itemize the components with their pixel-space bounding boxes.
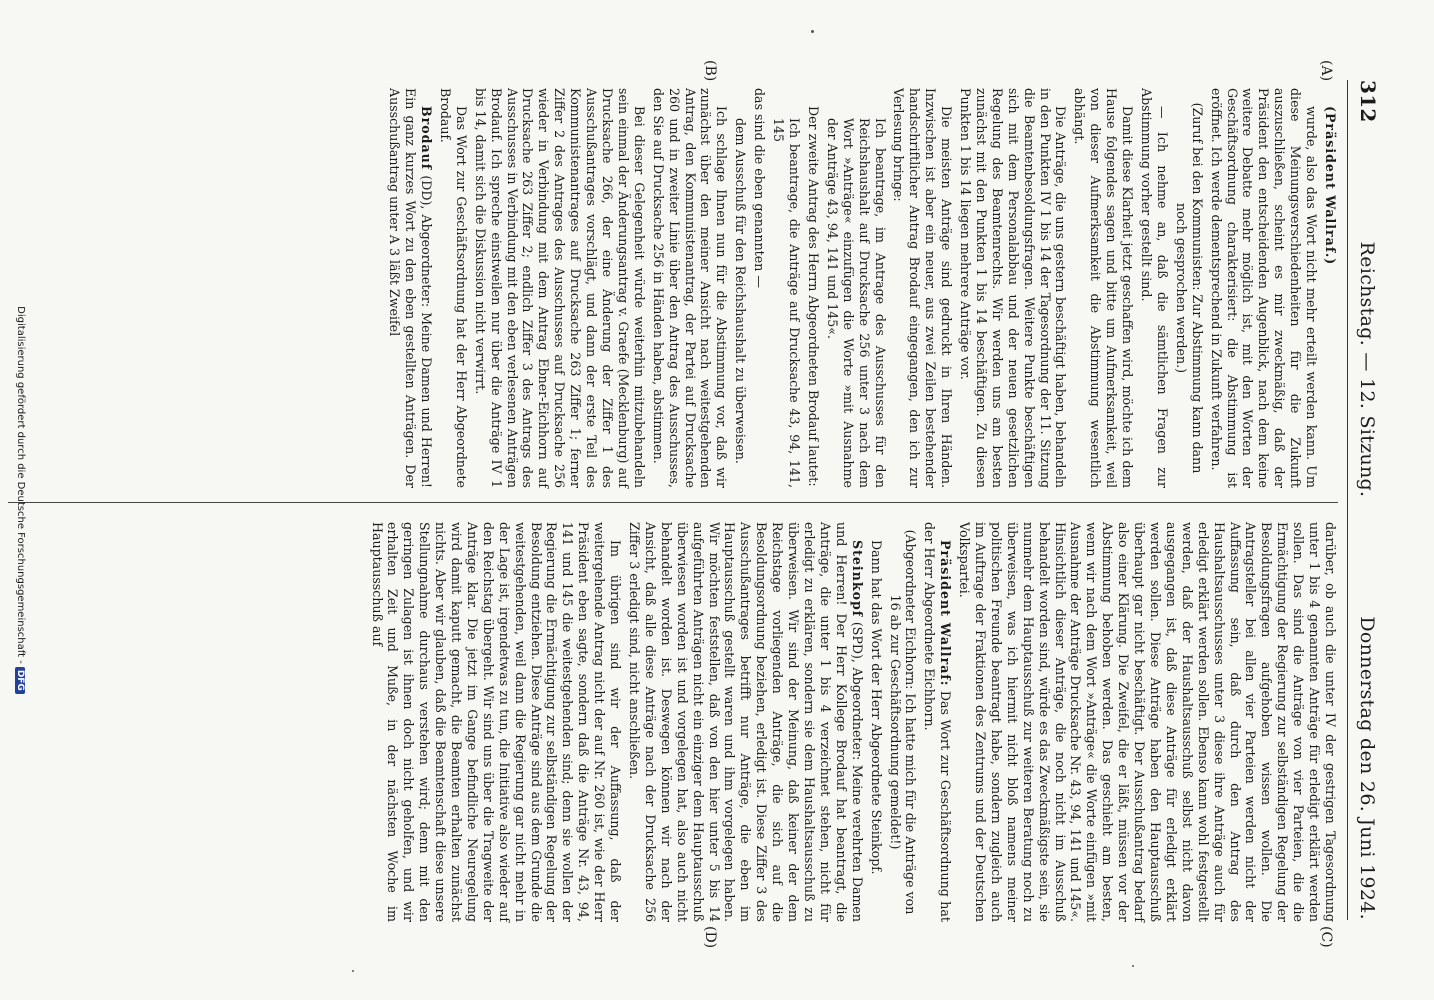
speaker-paragraph	[1322, 88, 1338, 488]
paragraph: — Ich nehme an, daß die sämtlichen Fragen zur Abstimmung vorher gestellt sind.	[1139, 88, 1170, 488]
paragraph: das sind die eben genannten —	[752, 88, 768, 288]
margin-label-c: (C)	[1318, 926, 1334, 948]
paragraph: Dann hat das Wort der Herr Abgeordnete Steinkopf.	[868, 540, 884, 875]
paragraph: Die Anträge, die uns gestern beschäftigt haben, behandeln in den Punkten IV 1 bis 14 der Tagesordnung der 11. Sitzung die Beamtenbesoldungsfragen. Weitere Punkte beschäftigen sich mit dem Personalabbau und der neuen gesetzlichen Regelung des Beamtenrechts. Wir werden uns am besten zunächst mit den Punkten 1 bis 14 beschäftigen. Zu diesen Punkten 1 bis 14 liegen mehrere Anträge vor.	[958, 88, 1069, 488]
digitization-footer	[15, 0, 26, 1000]
margin-label-a: (A)	[1318, 60, 1334, 82]
speech-text: (DD), Abgeordneter: Meine Damen und Herren! Ein ganz kurzes Wort zu den eben gestellten Anträgen. Der Ausschußantrag unter A 3 läßt Zweifel	[387, 88, 435, 488]
interjection: (Abgeordneter Eichhorn: Ich hatte mich für die Anträge von 16 ab zur Geschäftsordnung gemeldet!)	[887, 529, 919, 915]
speaker-name: Brodauf	[419, 106, 435, 171]
footer-text: Digitalisierung gefördert durch die Deutsche Forschungsgemeinschaft -	[15, 306, 26, 664]
header-rule	[1347, 80, 1348, 920]
scan-speck	[811, 30, 814, 33]
margin-label-d: (D)	[702, 926, 718, 949]
speaker-paragraph	[386, 88, 434, 488]
motion-quote: Ich beantrage, im Antrage des Ausschusses für den Reichshaushalt auf Drucksache 256 unter 3 nach dem Wort »Anträge« einzufügen die Worte »mit Ausnahme der Anträge 43, 94, 141 und 145«.	[824, 118, 888, 488]
interjection: (Zuruf bei den Kommunisten: Zur Abstimmung kann dann noch gesprochen werden.)	[1173, 102, 1205, 474]
speaker-paragraph	[626, 522, 865, 922]
margin-label-b: (B)	[702, 60, 718, 82]
page-number: 312	[1356, 80, 1380, 123]
scan-speck	[352, 970, 354, 972]
page-date: Donnerstag den 26. Juni 1924.	[1356, 616, 1378, 920]
paragraph: Ich schlage Ihnen nun für die Abstimmung vor, daß wir zunächst über den meiner Ansicht nach weitestgehenden Antrag, den Kommunistenantrag, der Partei auf Drucksache 260 und in zweiter Linie über den Antrag des Ausschusses, den Sie auf Drucksache 256 in Händen haben, abstimmen.	[650, 88, 730, 488]
speech-text: Das Wort zur Geschäftsordnung hat der Herr Abgeordnete Eichhorn.	[922, 522, 954, 922]
speaker-name: Präsident Wallraf:	[938, 540, 954, 687]
paragraph: Das Wort zur Geschäftsordnung hat der Herr Abgeordnete Brodauf.	[437, 88, 469, 488]
scan-speck	[1132, 965, 1134, 967]
paragraph: Der zweite Antrag des Herrn Abgeordneten Brodauf lautet:	[805, 106, 821, 487]
paragraph: darüber, ob auch die unter IV der gestrigen Tagesordnung unter 1 bis 4 genannten Anträge für erledigt erklärt werden sollen. Das sind die Anträge von vier Parteien, die die Ermächtigung der Regierung zur selbständigen Regelung der Besoldungsfragen aufgehoben wissen wollen. Die Antragsteller bei allen vier Parteien werden nicht der Auffassung sein, daß durch den Antrag des Haushaltsausschusses unter 3 diese ihre Anträge auch für erledigt erklärt werden sollen. Ebenso kann wohl festgestellt werden, daß der Haushaltsausschuß selbst nicht davon ausgegangen ist, daß diese Anträge für erledigt erklärt werden sollen. Diese Anträge haben den Hauptausschuß überhaupt gar nicht beschäftigt. Der Ausschußantrag bedarf also einer Klärung. Die Zweifel, die er läßt, müssen vor der Abstimmung behoben werden. Das geschieht am besten, wenn wir nach dem Wort »Anträge« die Worte einfügen »mit Ausnahme der Anträge Drucksache Nr. 43, 94, 141 und 145«. Hinsichtlich dieser Anträge, die noch nicht im Ausschuß behandelt worden sind, würde es das Zweckmäßigste sein, sie nunmehr dem Hauptausschuß zur weiteren Beratung noch zu überweisen, was ich hiermit nicht bloß namens meiner politischen Freunde beantragt habe, sondern zugleich auch im Auftrage der Fraktionen des Zentrums und der Deutschen Volkspartei.	[957, 522, 1338, 922]
paragraph: Bei dieser Gelegenheit würde weiterhin mitzubehandeln sein einmal der Änderungsantrag v. Graefe (Mecklenburg) auf Drucksache 266, der eine Änderung der Ziffer 1 des Ausschußantrages vorschlägt, und dann der erste Teil des Kommunistenantrages auf Drucksache 263 Ziffer 1; ferner Ziffer 2 des Antrages des Ausschusses auf Drucksache 256 wieder in Verbindung mit dem Antrag Ebner-Eichhorn auf Drucksache 263 Ziffer 2; endlich Ziffer 3 des Antrags des Ausschusses in Verbindung mit den eben verlesenen Anträgen Brodauf. Ich spreche einstweilen nur über die Anträge IV 1 bis 14, damit sich die Diskussion nicht verwirrt.	[472, 88, 647, 488]
left-text-column	[383, 88, 1338, 488]
speech-text: (SPD), Abgeordneter: Meine verehrten Damen und Herren! Der Herr Kollege Brodauf hat beantragt, die Anträge, die unter 1 bis 4 verzeichnet stehen, nicht für erledigt zu erklären, sondern sie dem Haushaltsausschuß zu überweisen. Wir sind der Meinung, daß keiner der dem Reichstage vorliegenden Anträge, die sich auf die Besoldungsordnung beziehen, erledigt ist. Diese Ziffer 3 des Ausschußantrages betrifft nur Anträge, die eben im Hauptausschuß gestellt waren und ihm vorgelegen haben. Wir möchten feststellen, daß von den hier unter 5 bis 14 aufgeführten Anträgen nicht ein einziger dem Hauptausschuß überwiesen worden ist und vorgelegen hat, also auch nicht behandelt worden ist. Deswegen können wir nach der Ansicht, daß alle diese Anträge nach der Drucksache 256 Ziffer 3 erledigt sind, nicht anschließen.	[627, 522, 865, 922]
paragraph: Damit diese Klarheit jetzt geschaffen wird, möchte ich dem Hause folgendes sagen und bitte um Aufmerksamkeit, weil von dieser Aufmerksamkeit die Abstimmung wesentlich abhängt.	[1072, 88, 1136, 488]
page-header	[1356, 80, 1380, 920]
paragraph: Im übrigen sind wir der Auffassung, daß der weitergehende Antrag nicht der auf Nr. 260 ist, wie der Herr Präsident eben sagte, sondern daß die Anträge Nr. 43, 94, 141 und 145 die weitestgehenden sind; denn sie wollen der Regierung die Ermächtigung zur selbständigen Regelung der Besoldung entziehen. Diese Anträge sind aus dem Grunde die weitestgehenden, weil dann die Regierung gar nicht mehr in der Lage ist, irgendetwas zu tun, die Initiative also wieder auf den Reichstag übergeht. Wir sind uns über die Tragweite der Anträge klar. Die jetzt im Gange befindliche Neuregelung wird damit kaputt gemacht, die Beamten erhalten zunächst nichts. Aber wir glauben, daß die Beamtenschaft diese unsere Stellungnahme durchaus verstehen wird; denn mit den geringen Zulagen ist ihnen doch nicht geholfen, und wir erhalten Zeit und Muße, in der nächsten Woche im Hauptausschuß auf	[369, 522, 624, 922]
speaker-name: Steinkopf	[849, 540, 865, 618]
speaker-paragraph	[921, 522, 953, 922]
column-divider	[8, 502, 1338, 503]
speaker-name: (Präsident Wallraf.)	[1323, 106, 1338, 266]
dfg-logo: DFG	[15, 667, 25, 694]
paragraph: Die meisten Anträge sind gedruckt in Ihren Händen. Inzwischen ist aber ein neuer, aus zwei Zeilen bestehender handschriftlicher Antrag Brodauf eingegangen, den ich zur Verlesung bringe:	[891, 88, 955, 488]
motion-quote: Ich beantrage, die Anträge auf Drucksache 43, 94, 141, 145	[771, 118, 802, 488]
paragraph: wurde, also das Wort nicht mehr erteilt werden kann. Um diese Meinungsverschiedenheiten für die Zukunft auszuschließen, scheint es mir zweckmäßig, daß der Präsident den entscheidenden Augenblick, nach dem keine weitere Debatte mehr möglich ist, mit den Worten der Geschäftsordnung charakterisiert: die Abstimmung ist eröffnet. Ich werde dementsprechend in Zukunft verfahren.	[1208, 88, 1320, 488]
motion-quote: dem Ausschuß für den Reichshaushalt zu überweisen.	[733, 118, 749, 464]
right-text-column	[366, 522, 1338, 922]
page-title: Reichstag. — 12. Sitzung.	[1356, 241, 1378, 498]
